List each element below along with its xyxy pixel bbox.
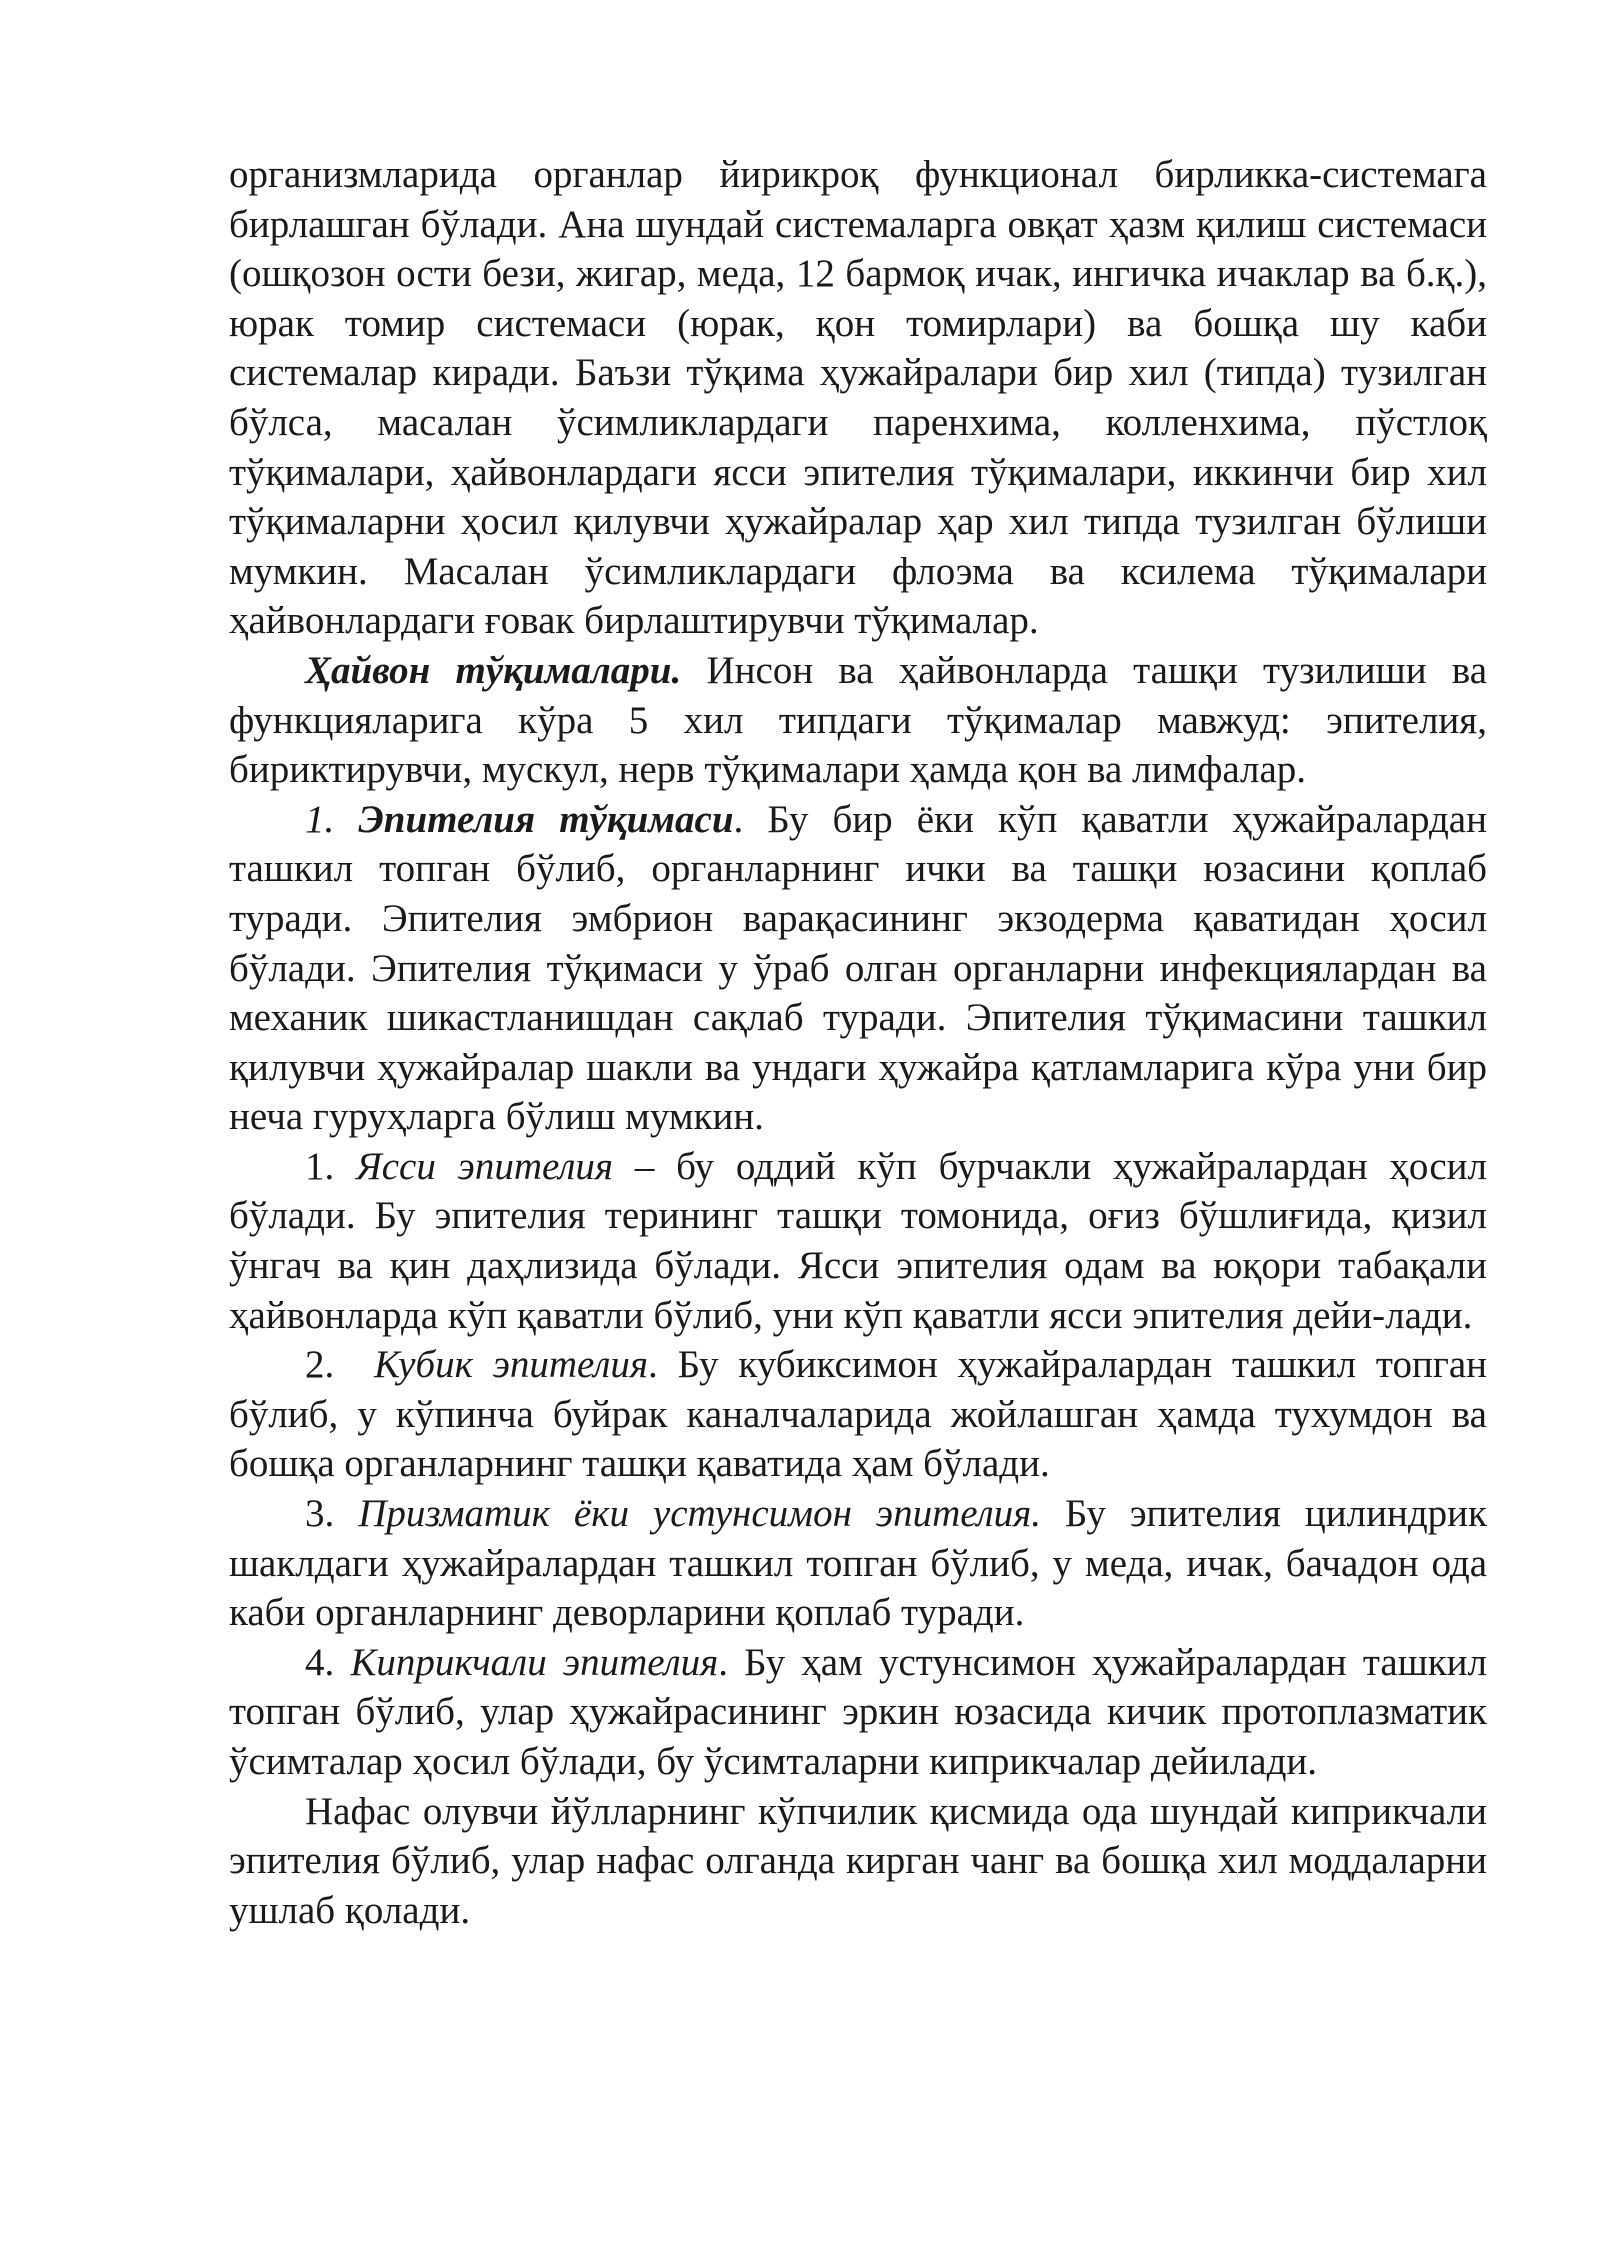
paragraph-respiratory-tract — [229, 1787, 1487, 1936]
list-term: Кубик эпителия — [373, 1343, 649, 1387]
list-number: 2. — [305, 1343, 335, 1387]
paragraph-text: Бу эпителия цилиндрик шаклдаги ҳужайралардан ташкил топган бўлиб, у меда, ичак, бачадон ода каби органларнинг деворларини қоплаб туради. — [229, 1492, 1487, 1635]
paragraph-cubic-epithelium — [229, 1340, 1487, 1489]
paragraph-text: . Бу бир ёки кўп қаватли ҳужайралардан ташкил топган бўлиб, органларнинг ички ва ташқи юзасини қоплаб туради. Эпителия эмбрион варақасининг экзодерма қаватидан ҳосил бўлади. Эпителия тўқимаси у ўраб олган органларни инфекциялардан ва механик шикастланишдан сақлаб туради. Эпителия тўқимасини ташкил қилувчи ҳужайралар шакли ва ундаги ҳужайра қатламларига кўра уни бир неча гуруҳларга бўлиш мумкин. — [229, 797, 1487, 1139]
paragraph-text: организмларида органлар йирикроқ функционал бирликка-системага бирлашган бўлади. Ана шундай системаларга овқат ҳазм қилиш системаси (ошқозон ости бези, жигар, меда, 12 бармоқ ичак, ингичка ичаклар ва б.қ.), юрак томир системаси (юрак, қон томирлари) ва бошқа шу каби системалар киради. Баъзи тўқима ҳужайралари бир хил (типда) тузилган бўлса, масалан ўсимликлардаги паренхима, колленхима, пўстлоқ тўқималари, ҳайвонлардаги ясси эпителия тўқималари, иккинчи бир хил тўқималарни ҳосил қилувчи ҳужайралар ҳар хил типда тузилган бўлиши мумкин. Масалан ўсимликлардаги флоэма ва ксилема тўқималари ҳайвонлардаги ғовак бирлаштирувчи тўқималар. — [229, 153, 1487, 643]
list-number: 4. — [305, 1640, 335, 1684]
list-number: 3. — [305, 1492, 335, 1536]
paragraph-text: . Бу ҳам устунсимон ҳужайралардан ташкил топган бўлиб, улар ҳужайрасининг эркин юзасида кичик протоплазматик ўсимталар ҳосил бўлади, бу ўсимталарни киприкчалар дейилади. — [229, 1640, 1488, 1783]
section-heading: Ҳайвон тўқималари. — [305, 648, 682, 692]
list-term: Киприкчали эпителия — [350, 1640, 719, 1684]
paragraph-prismatic-epithelium — [229, 1489, 1487, 1638]
list-term: Ясси эпителия — [356, 1144, 613, 1188]
paragraph-text: Инсон ва ҳайвонларда ташқи тузилиши ва функцияларига кўра 5 хил типдаги тўқималар мавжуд: эпителия, бириктирувчи, мускул, нерв тўқималари ҳамда қон ва лимфалар. — [229, 648, 1488, 792]
document-page — [229, 150, 1487, 1935]
paragraph-epithelial-tissue — [229, 795, 1487, 1142]
paragraph-squamous-epithelium — [229, 1142, 1487, 1340]
paragraph-text: Нафас олувчи йўлларнинг кўпчилик қисмида ода шундай киприкчали эпителия бўлиб, улар нафас олганда кирган чанг ва бошқа хил моддаларни ушлаб қолади. — [229, 1789, 1487, 1932]
list-number: 1. — [305, 1144, 335, 1188]
paragraph-ciliated-epithelium — [229, 1638, 1487, 1787]
list-term: Призматик ёки устунсимон эпителия. — [358, 1492, 1041, 1536]
paragraph-text: . Бу кубиксимон ҳужайралардан ташкил топган бўлиб, у кўпинча буйрак каналчаларида жойлашган ҳамда тухумдон ва бошқа органларнинг ташқи қаватида ҳам бўлади. — [229, 1343, 1488, 1486]
paragraph-organ-systems — [229, 150, 1487, 646]
paragraph-text: – бу оддий кўп бурчакли ҳужайралардан ҳосил бўлади. Бу эпителия терининг ташқи томонида, оғиз бўшлиғида, қизил ўнгач ва қин даҳлизида бўлади. Ясси эпителия одам ва юқори табақали ҳайвонларда кўп қаватли бўлиб, уни кўп қаватли ясси эпителия дейи-лади. — [229, 1144, 1488, 1337]
section-heading: Эпителия тўқимаси — [334, 797, 734, 841]
paragraph-animal-tissues — [229, 646, 1487, 795]
section-number: 1. — [305, 797, 335, 841]
